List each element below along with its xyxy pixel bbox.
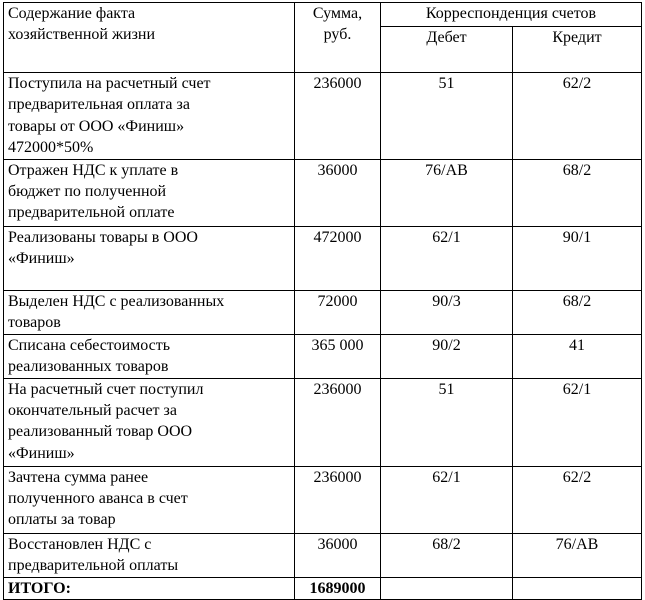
row-description-line: бюджет по полученной	[8, 183, 167, 201]
row-description-line: реализованных товаров	[8, 358, 169, 376]
header-row	[4, 3, 642, 27]
row-description-line: «Финиш»	[8, 444, 75, 462]
table-row	[4, 226, 642, 290]
row-description-line: предварительной оплате	[8, 204, 175, 222]
header-correspondence: Корреспонденция счетов	[381, 3, 642, 27]
header-debit: Дебет	[381, 27, 513, 73]
row-description-line: Выделен НДС с реализованных	[8, 292, 225, 310]
header-description-line-2: хозяйственной жизни	[8, 26, 156, 44]
row-debit: 68/2	[381, 533, 513, 577]
row-amount: 36000	[295, 533, 381, 577]
row-description	[4, 466, 295, 533]
header-amount-line-1: Сумма,	[312, 5, 363, 22]
table-row	[4, 378, 642, 466]
table-row	[4, 159, 642, 226]
accounting-entries-table	[3, 2, 642, 600]
row-credit: 41	[513, 334, 642, 378]
row-credit: 76/АВ	[513, 533, 642, 577]
row-description-line: предварительная оплата за	[8, 96, 190, 114]
row-amount: 365 000	[295, 334, 381, 378]
header-credit: Кредит	[513, 27, 642, 73]
table-row	[4, 533, 642, 577]
row-description	[4, 159, 295, 226]
row-description-line: «Финиш»	[8, 250, 75, 268]
row-credit: 62/2	[513, 73, 642, 160]
total-label: ИТОГО:	[4, 577, 295, 599]
row-description	[4, 378, 295, 466]
row-description-line: Зачтена сумма ранее	[8, 468, 149, 486]
header-amount	[295, 3, 381, 73]
row-credit: 62/2	[513, 466, 642, 533]
header-description	[4, 3, 295, 73]
row-amount: 72000	[295, 290, 381, 334]
row-debit: 90/3	[381, 290, 513, 334]
table-row	[4, 73, 642, 160]
row-credit: 90/1	[513, 226, 642, 290]
row-description	[4, 533, 295, 577]
row-description	[4, 226, 295, 290]
row-debit: 51	[381, 378, 513, 466]
table-row	[4, 334, 642, 378]
row-amount: 236000	[295, 378, 381, 466]
row-description-line: 472000*50%	[8, 139, 94, 157]
row-description-line: На расчетный счет поступил	[8, 380, 204, 398]
table-row	[4, 290, 642, 334]
total-credit-empty	[513, 577, 642, 599]
row-debit: 76/АВ	[381, 159, 513, 226]
row-description	[4, 334, 295, 378]
row-description-line: Отражен НДС к уплате в	[8, 161, 179, 179]
row-description	[4, 73, 295, 160]
row-description-line: полученного аванса в счет	[8, 490, 188, 508]
row-description-line: оплаты за товар	[8, 511, 116, 529]
row-amount: 472000	[295, 226, 381, 290]
row-description-line: реализованный товар ООО	[8, 423, 193, 441]
row-description-line: Поступила на расчетный счет	[8, 75, 211, 92]
header-description-line-1: Содержание факта	[8, 5, 136, 22]
row-amount: 36000	[295, 159, 381, 226]
row-description-line: товары от ООО «Финиш»	[8, 117, 185, 135]
row-description-line: товаров	[8, 314, 61, 332]
row-description-line: Реализованы товары в ООО	[8, 228, 198, 246]
row-description	[4, 290, 295, 334]
row-debit: 62/1	[381, 466, 513, 533]
row-amount: 236000	[295, 73, 381, 160]
row-description-line: окончательный расчет за	[8, 402, 177, 420]
row-credit: 68/2	[513, 159, 642, 226]
header-amount-line-2: руб.	[323, 26, 352, 44]
total-row	[4, 577, 642, 599]
row-debit: 62/1	[381, 226, 513, 290]
row-description-line: предварительной оплаты	[8, 557, 179, 575]
row-credit: 62/1	[513, 378, 642, 466]
total-amount: 1689000	[295, 577, 381, 599]
row-debit: 51	[381, 73, 513, 160]
table-row	[4, 466, 642, 533]
row-amount: 236000	[295, 466, 381, 533]
total-debit-empty	[381, 577, 513, 599]
row-description-line: Списана себестоимость	[8, 336, 171, 354]
row-credit: 68/2	[513, 290, 642, 334]
row-debit: 90/2	[381, 334, 513, 378]
row-description-line: Восстановлен НДС с	[8, 535, 152, 553]
